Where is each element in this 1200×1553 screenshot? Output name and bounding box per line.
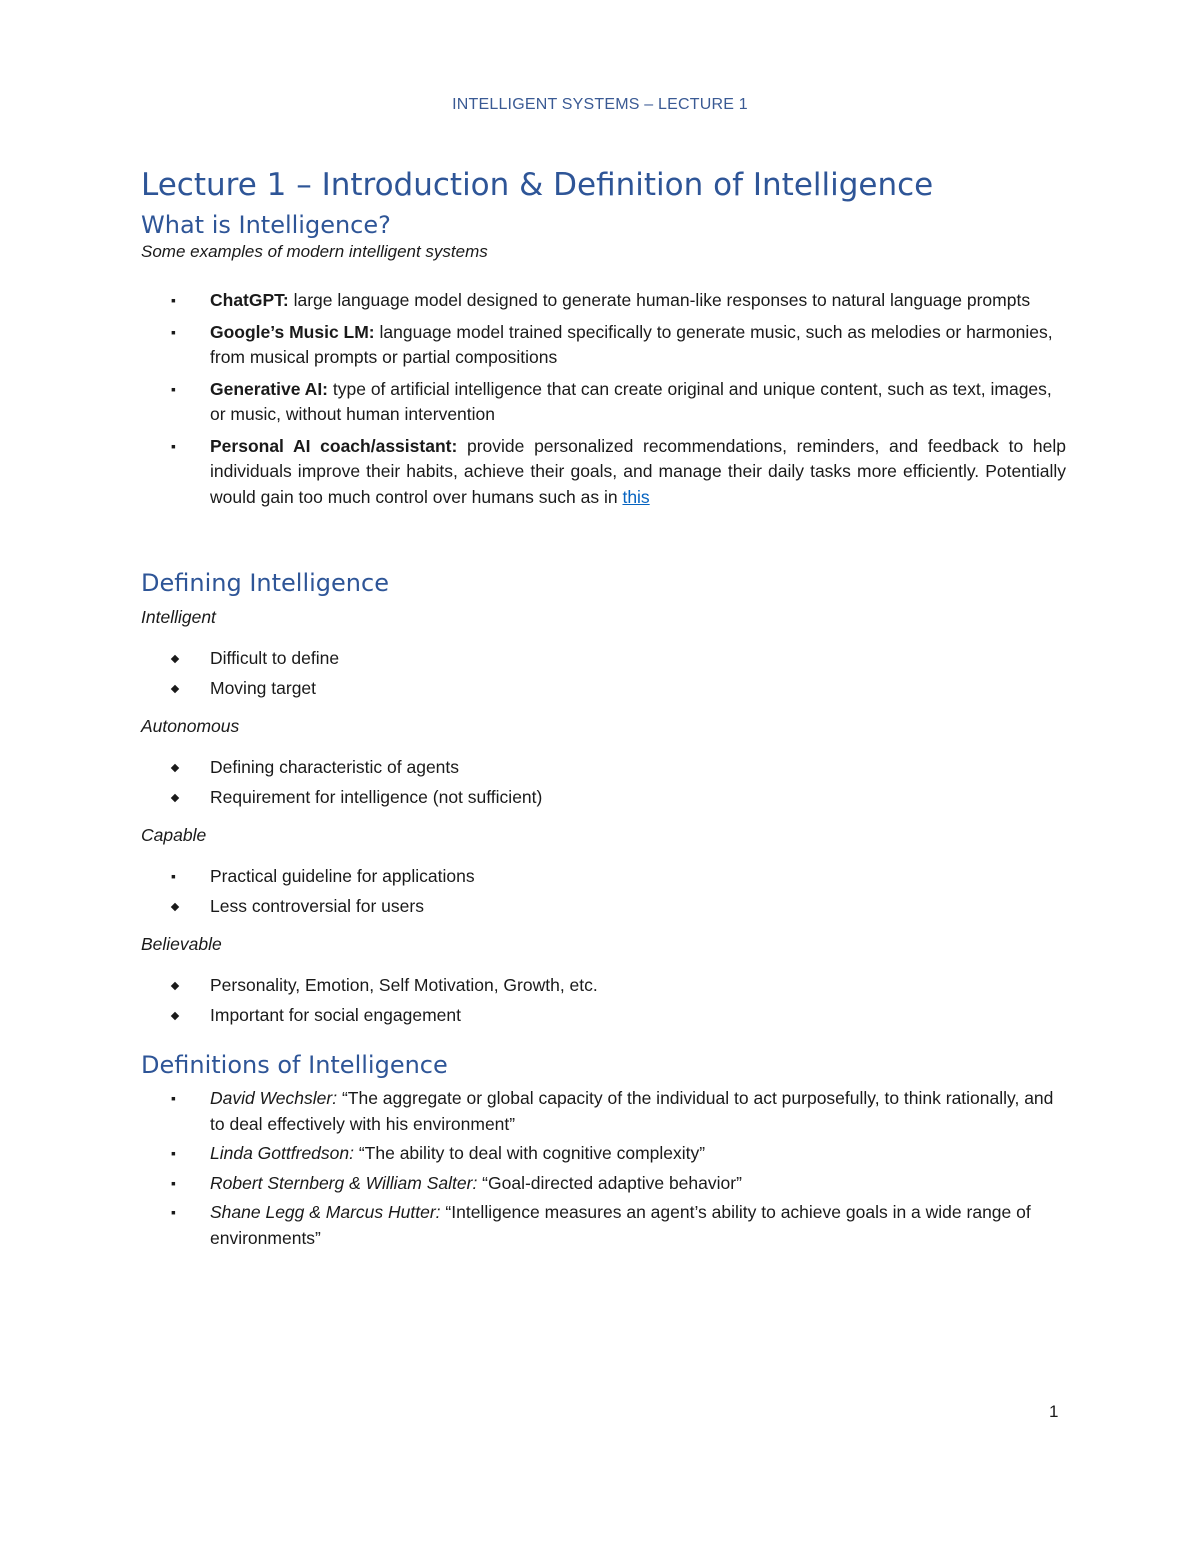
quote-text: “Goal-directed adaptive behavior”	[477, 1172, 742, 1193]
item-label: Google’s Music LM:	[210, 321, 375, 342]
item-text: Defining characteristic of agents	[210, 757, 460, 777]
item-text: Difficult to define	[210, 648, 340, 668]
diamond-bullet-icon	[171, 764, 179, 772]
list-item	[141, 755, 1066, 781]
bullet-icon: ▪	[171, 868, 176, 884]
category-label: Intelligent	[141, 607, 216, 627]
definitions-list	[141, 1086, 1066, 1251]
quote-text: “The aggregate or global capacity of the individual to act purposefully, to think rationally, and to deal effectively with his environment”	[210, 1088, 1054, 1134]
category-list	[141, 755, 1066, 810]
diamond-bullet-icon	[171, 982, 179, 990]
heading-defining-intelligence: Defining Intelligence	[141, 569, 389, 597]
diamond-bullet-icon	[171, 684, 179, 692]
category-list	[141, 646, 1066, 701]
item-text: Requirement for intelligence (not sufficient)	[210, 786, 543, 807]
bullet-icon: ▪	[171, 380, 176, 397]
item-label: Personal AI coach/assistant:	[210, 435, 458, 456]
item-text: Important for social engagement	[210, 1004, 461, 1025]
item-label: ChatGPT:	[210, 290, 289, 310]
item-text: type of artificial intelligence that can create original and unique content, such as text, images, or music, without human intervention	[210, 378, 1052, 424]
list-item	[141, 1003, 1066, 1029]
quote-text: “The ability to deal with cognitive complexity”	[353, 1143, 706, 1163]
author-label: Linda Gottfredson:	[210, 1143, 354, 1163]
this-link[interactable]: this	[622, 486, 650, 507]
list-item	[141, 785, 1066, 811]
document-body	[141, 166, 1066, 1255]
category-list	[141, 864, 1066, 919]
item-text: Practical guideline for applications	[210, 866, 475, 886]
running-header: INTELLIGENT SYSTEMS – LECTURE 1	[452, 96, 748, 113]
diamond-bullet-icon	[171, 793, 179, 801]
list-item	[141, 434, 1066, 511]
diamond-bullet-icon	[171, 1011, 179, 1019]
list-item	[141, 973, 1066, 999]
page-number: 1	[1049, 1402, 1059, 1421]
item-text: Moving target	[210, 677, 317, 698]
category-label: Believable	[141, 934, 222, 954]
bullet-icon: ▪	[171, 1090, 176, 1106]
list-item	[141, 864, 1066, 890]
list-item	[141, 377, 1066, 428]
author-label: Shane Legg & Marcus Hutter:	[210, 1202, 441, 1222]
category-list	[141, 973, 1066, 1028]
bullet-icon: ▪	[171, 1145, 176, 1161]
list-item	[141, 894, 1066, 920]
diamond-bullet-icon	[171, 655, 179, 663]
author-label: David Wechsler:	[210, 1088, 338, 1108]
list-item	[141, 646, 1066, 672]
item-text: Less controversial for users	[210, 895, 424, 916]
item-text: Personality, Emotion, Self Motivation, Growth, etc.	[210, 975, 598, 995]
list-item	[141, 676, 1066, 702]
examples-subtitle: Some examples of modern intelligent systems	[141, 242, 488, 261]
diamond-bullet-icon	[171, 902, 179, 910]
item-text: large language model designed to generate human-like responses to natural language prompts	[288, 290, 1031, 310]
bullet-icon: ▪	[171, 1204, 176, 1220]
category-label: Autonomous	[141, 716, 240, 736]
item-text: provide personalized recommendations, reminders, and feedback to help individuals improve their habits, achieve their goals, and manage their daily tasks more efficiently. Potentially would gain too much control over humans such as in	[210, 435, 1066, 507]
document-title: Lecture 1 – Introduction & Definition of Intelligence	[141, 167, 934, 203]
bullet-icon: ▪	[171, 437, 176, 454]
list-item	[141, 1141, 1066, 1167]
list-item	[141, 320, 1066, 371]
quote-text: “Intelligence measures an agent’s ability to achieve goals in a wide range of environments”	[210, 1202, 1031, 1248]
list-item	[141, 1171, 1066, 1197]
bullet-icon: ▪	[171, 1174, 176, 1191]
list-item	[141, 288, 1066, 314]
list-item	[141, 1200, 1066, 1251]
examples-list	[141, 288, 1066, 510]
author-label: Robert Sternberg & William Salter:	[210, 1172, 478, 1193]
list-item	[141, 1086, 1066, 1137]
item-label: Generative AI:	[210, 378, 329, 399]
bullet-icon: ▪	[171, 323, 176, 340]
bullet-icon: ▪	[171, 292, 176, 308]
item-text: language model trained specifically to generate music, such as melodies or harmonies, from musical prompts or partial compositions	[210, 321, 1053, 367]
heading-what-is-intelligence: What is Intelligence?	[141, 211, 391, 239]
category-label: Capable	[141, 825, 207, 845]
heading-definitions-of-intelligence: Definitions of Intelligence	[141, 1051, 448, 1079]
